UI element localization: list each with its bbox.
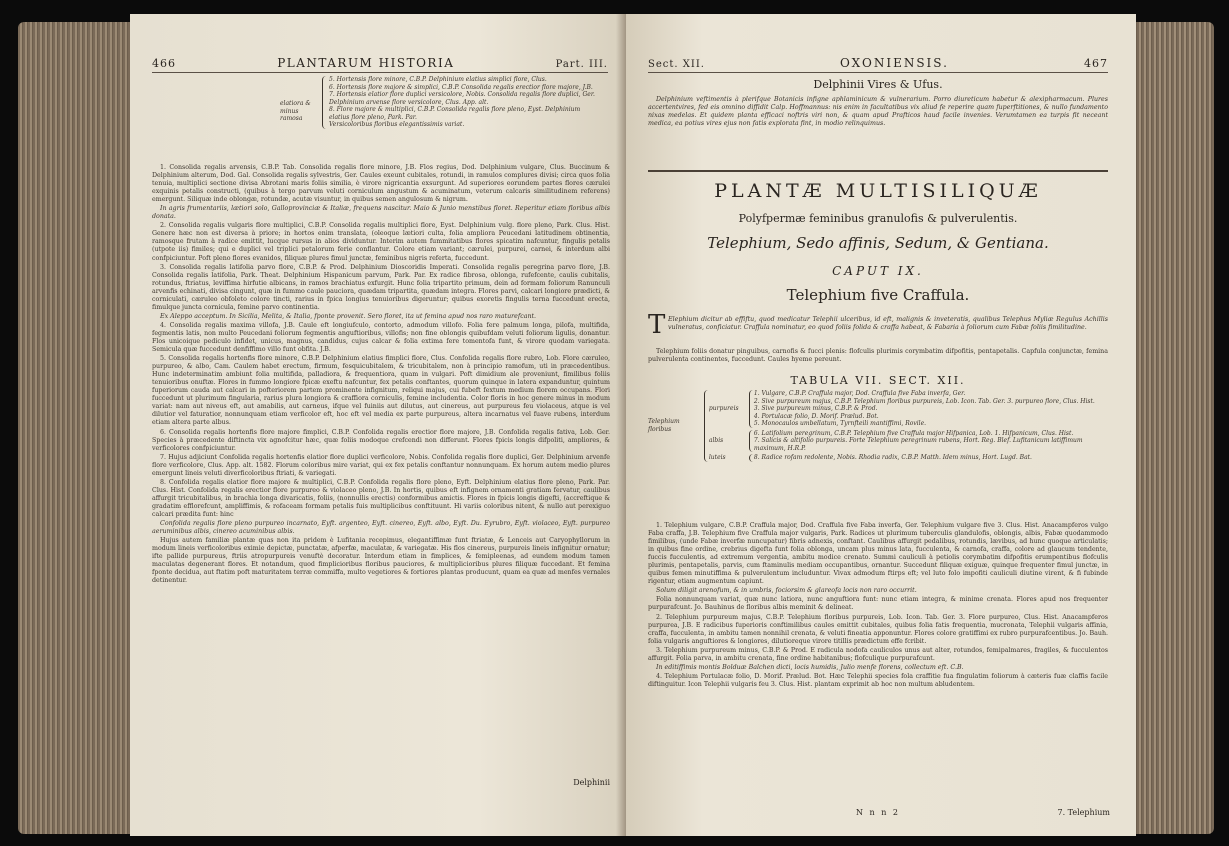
part-label: Part. III. <box>555 59 608 70</box>
running-title: PLANTARUM HISTORIA <box>277 56 455 70</box>
left-body-text <box>152 164 610 586</box>
open-book <box>18 14 1214 836</box>
tabula-group-label: luteis <box>708 454 726 461</box>
paragraph: 1. Telephium vulgare, C.B.P. Craffula major, Dod. Craffula five Faba inverfa, Ger. Telephium vulgare five 3. Clus. Hist. Anacampferos vulgo Faba craffa, J.B. Telephium five Craffula major vulgaris, Park. Radices ut plurimum tuberculis glandulofis, oblongis, albis, Fabæ quodammodo fimilibus, (unde Fabæ inverfæ nuncupatur) fibris adnexis, conftant. Caulibus affurgit pedalibus, rotundis, lævibus, ad hunc quoque articulatis; in quibus fine ordine, crebrius digefta funt folia oblonga, uncam plus minus lata, fucculenta, & carnofa, craffa, colore ad glaucum tendente, fuccis fucculentis, ad extremum vergentia, ambitu modice crenato. Summi cauliculi à petiolis corymbatim difpofitis erumpentibus flofculis plurimis, pentapetalis, parvis, cum ftaminulis mediam occupantibus, ornantur. Succedunt filiquæ exiguæ, quinque frequenter fimul junctæ, in quibus femen minutiffima & pulverulentum includuntur. Vivax admodum ftirps eft; vel luto folo impofiti cauliculi diutine virent, & fi fubinde rigentur, etiam augmentum capiunt. <box>648 522 1108 586</box>
paragraph: Hujus autem familiæ plantæ quas non ita pridem è Lufitania recepimus, elegantiffimæ funt ftriatæ, & Lenceis aut Caryophyllorum in modum lineis verficoloribus eximie depictæ, punctatæ, afperfæ, maculatæ, & variegatæ. His flos cinereus, purpureis lineis infignitur ornatur; ifte pallide purpureus, ftriis atropurpureis venuftè decoratur. Interdum etiam in fimplices, & femipleenas, ad eundem modum tamen maculatas degenerant flores. Et notandum, quod fimplicioribus floribus pauciores, & multiplicioribus plures filiquæ fuccedant. Et femina fponte decidua, aut ftatim poft maturitatem terræ commiffa, multo vegetiores & fortiores plantas producunt, quam ea quæ ad menfes vernales detinentur. <box>152 537 610 585</box>
class-subtitle: Polyfpermæ feminibus granulofis & pulverulentis. <box>738 212 1018 225</box>
tabula-group-label: purpureis <box>708 405 739 412</box>
synopsis-label: elatiora & minus ramosa <box>280 100 311 122</box>
paragraph: 5. Consolida regalis hortenfis flore minore, C.B.P. Delphinium elatius fimplici flore, Clus. Confolida regalis flore rubro, Lob. Flore cæruleo, purpureo, & albo, Cam. Caulem habet erectum, firmum, fesquicubitalem, & tricubitalem, non à principio ramofum, uti in præcedentibus. Hunc indeterminatim ambiunt folia multifida, palladiora, & frequentiora, quam in vulgari. Poft dimidium ale proveniunt, fimilibus foliis tenuioribus onuftæ. Flores in fummo longiore fpicæ exeftu nafcuntur, fex petalis conftantes, quorum quinque in latera expanduntur, quintum fuperiorum cauda aut calcari in pofteriorem partem prominente infignitum, reliqui majus, cui fubeft fextum medium florem occupans. Flori fuccedunt ut plurimum fingularia, rarius plura longiora & craffiora corniculis, femine includentia. Color floris in hoc genere minus in modum variat: nam aut niveus eft, aut amabilis, aut carneus, ifque vel fuiniis aut dilutus, aut cinereus, aut purpureus feu violaceus, atque is vel dilutior vel faturatior, nonnunquam etiam verficolor eft, hoc eft vel media ex parte purpureus, altera incarnatus vel fuave rubens, interdum etiam altera parte albus. <box>152 355 610 427</box>
left-fore-edge <box>18 22 136 834</box>
paragraph: 2. Consolida regalis vulgaris flore multiplici, C.B.P. Consolida regalis multiplici flore, Eyst. Delphinium vulg. flore pleno, Park. Clus. Hist. Genere hæc non est diversa à priore; in hortos enim translata, (oleoque lætiori culta, folia ampliora Peucedani latitudinem obtinentia, ramosque frutam à radice emittit, lucque rursus in alios dividuntur. Interim autem fummitatibus flores spicatim nafcuntur, fingulis petalis (utpote iis) fimiles; qui e duplici vel triplici petalorum ferie conflantur. Colore etiam variant; cærulei, purpurei, carnei, & interdum albi confpiciuntur. Poft pleno flores evanidos, filiquæ plures fimul junctæ, feminibus nigris referta, fuccedunt. <box>152 222 610 262</box>
paragraph: 4. Telephium Portulacæ folio, D. Morif. Prælud. Bot. Hæc Telephii species fola craffitie fua fingulatim foliorum à cæteris fuæ claffis facile diftinguitur. Icon Telephii vulgaris feu 3. Clus. Hist. plantam exprimit ab hoc non multum abludentem. <box>648 672 1108 688</box>
paragraph: 8. Confolida regalis elatior flore majore & multiplici, C.B.P. Confolida regalis flore pleno, Eyft. Delphinium elatius flore pleno, Park. Par. Clus. Hist. Confolida regalis erectior flore purpureo & violaceo pleno, J.B. In hortis, quibus eft infignem ornamenti gratiam fervatur, caulibus affurgit tricubitalibus, in brachia longa divaricatis, foliis, (nonnullis erectis) conformibus amictis. Flores in fpicis longis digefti, (accreftique & gradatim efflorefcunt, ampliffimis, & rofaceam formam petalis fuis multiplicibus conftituunt. Hi variis coloribus nitent, & nullo aut perexiguo calcari prædita funt: hinc <box>152 478 610 518</box>
synopsis-line: 6. Hortensis flore majore & simplici, C.B.P. Consolida regalis erectior flore majore, J.B. <box>329 83 593 91</box>
tabula-item: 7. Salicis & altifolio purpureis. Forte Telephium peregrinum rubens, Hort. Reg. Blef. Lufitanicum latiffimum maximum, H.R.P. <box>753 437 1083 452</box>
right-body-text <box>648 522 1108 690</box>
synopsis-line: 7. Hortensis elatior flore duplici versicolore, Nobis. Consolida regalis flore duplici, Ger. Delphinium arvense flore versicolore, Clus. App. alt. <box>329 91 595 106</box>
synopsis-table <box>280 76 600 129</box>
catchword: Delphinii <box>573 778 610 787</box>
tabula-table <box>648 390 1108 462</box>
paragraph: Solum diligit arenofum, & in umbris, fociorsim & glareofa locis non raro occurrit. <box>656 587 917 595</box>
chapter-intro-2 <box>648 348 1108 365</box>
drop-cap: T <box>648 310 666 340</box>
caput-heading: CAPUT IX. <box>832 264 924 278</box>
genus-line: Telephium, Sedo affinis, Sedum, & Gentiana. <box>707 234 1049 252</box>
class-title: PLANTÆ MULTISILIQUÆ <box>714 180 1042 202</box>
page-number: 466 <box>152 57 176 70</box>
paragraph: 4. Consolida regalis maxima villofa, J.B. Caule eft longiufculo, contorto, admodum villofo. Folia fere palmum longa, pilofa, multifida, fegmentis latis, non multo Peucedani foliorum fegmentis anguftioribus, villofis; non fine oblongis quibufdam veluti foliorum ligulis, donantur. Flos unicoique pediculo infidet, unicus, magnus, candidus, cujus calcar & folia extima fere tomentofa funt, & virore quodam variegata. Semicula quæ fuccedunt denfiffimo villo funt obfita. J.B. <box>152 321 610 354</box>
synopsis-line: 5. Hortensis flore minore, C.B.P. Delphinium elatius simplici flore, Clus. <box>329 76 547 83</box>
paragraph: Delphinium veftimentis à plerifque Botanicis infigne aphlaminicum & vulnerarium. Porro diureticum habetur & alexipharmacum. Plures accertentvires, fed eis omnino diffidit Calp. Hoffmannus: nis enim in facultatibus vix aliud fe reperire quam fuperftitiones, & nullo fundamento nixas medelas. Et quidem planta efficaci noftris viri non, & quam apud Prafticos haud facile invenies. Verumtamen ea turpis fit neceant medica, ea potius vires ejus non fatis explorata fint, in modio relinquimus. <box>648 96 1108 128</box>
paragraph: Telephium foliis donatur pinguibus, carnofis & fucci plenis: flofculis plurimis corymbatim difpofitis, pentapetalis. Capfula conjunctæ, femina pulverulenta continentes, fuccedunt. Caules hyeme pereunt. <box>648 348 1108 364</box>
tabula-item: 8. Radice rofam redolente, Nobis. Rhodia radix, C.B.P. Matth. Idem minus, Hort. Lugd. Bat. <box>753 454 1032 461</box>
paragraph: 2. Telephium purpureum majus, C.B.P. Telephium floribus purpureis, Lob. Icon. Tab. Ger. 3. Flore purpureo, Clus. Hist. Anacampferos purpurea, J.B. E radicibus fuperioris conftimilibus caules emittit cubitales, quibus folia fatis frequentia, mucronata, Telephii vulgaris affinia, craffa, fucculenta, in ambitu tamen nonnihil crenata, & veluti fineatia apponuntur. Flores colore gratiffimi ex rubro purpurafcentibus. Jo. Bauh. folia vulgaris anguftiores & longiores, dilutioreque virore titillis prædictum effe fcribit. <box>648 613 1108 645</box>
tabula-root: Telephium floribus <box>648 418 680 433</box>
paragraph: Ex Aleppo acceptum. In Sicilia, Melita, & Italia, fponte provenit. Sero floret, ita ut femina apud nos raro maturefcant. <box>160 312 537 320</box>
paragraph: 1. Consolida regalis arvensis, C.B.P. Tab. Consolida regalis flore minore, J.B. Flos regius, Dod. Delphinium vulgare, Clus. Buccinum & Delphinium alterum, Dod. Gal. Consolida regalis sylvestris, Ger. Caules exeunt cubitales, rotundi, in ramulos complures divisi; circa quos folia tenuia, multiplici sectione divisa Abrotani maris foliis similia, è virore nigricantia exsurgunt. Ad superiores eorundem partes flores cærulei exquinis petalis constructi, (quibus à tergo parvum veluti corniculum angustum & acuminatum, veterum calcaris similitudinem referens) emergunt. Siliquæ inde oblongæ, rotundæ, acutæ visuntur, in quibus semen angulosum & nigrum. <box>152 164 610 204</box>
tabula-item: 4. Portulacæ folio, D. Morif. Prælud. Bot. <box>753 412 879 420</box>
right-page <box>626 14 1136 836</box>
tabula-item: 2. Sive purpureum majus, C.B.P. Telephium floribus purpureis, Lob. Icon. Tab. Ger. 3. purpureo flore, Clus. Hist. <box>753 397 1095 405</box>
paragraph: 3. Consolida regalis latifolia parvo flore, C.B.P. & Prod. Delphinium Dioscoridis Imperati. Consolida regalis peregrina parvo flore, J.B. Consolida regalis latifolia, Park. Theat. Delphinium Hispanicum parvum, Park. Par. Ex radice fibrosa, oblonga, rufefcente, caulis cubitalis, rotundus, ftriatus, leviffima hirfutie albicans, in ramos brachiatus exfurgit. Hunc folia tripartito primum, dein ad formam foliorum Ranunculi arvenfis echinati, divisa cingunt, quæ in fummo caule pauciora, quædam tripartita, quædam integra. Flores parvi, calcari longiore prædicti, & corniculati, cæruleo obfoleto colore tincti, rarius in fpica longius tenuioribus digeruntur; quibus exoretis fingulis terna fuccedunt erecta, fimulque juncta cornicula, femine parvo continentia. <box>152 263 610 311</box>
paragraph: Confolida regalis flore pleno purpureo incarnato, Eyft. argenteo, Eyft. cinereo, Eyft. albo, Eyft. Du. Eyrubro, Eyft. violaceo, Eyft. purpureo aeruminibus albis, cinereo acuminibus albis. <box>152 520 610 536</box>
right-fore-edge <box>1132 22 1214 834</box>
vires-text <box>648 96 1108 129</box>
left-page <box>130 14 626 836</box>
synopsis-line: Versicoloribus floribus elegantissimis variat. <box>329 121 465 128</box>
subheading: Delphinii Vires & Ufus. <box>813 78 943 91</box>
paragraph: In agris frumentariis, lætiori solo, Galloprovinciæ & Italiæ, frequens nascitur. Maio & Junio menstibus floret. Reperitur etiam floribus albis donata. <box>152 205 610 221</box>
catchword: 7. Telephium <box>1057 808 1110 817</box>
synopsis-line: 8. Flore majore & multiplici, C.B.P. Consolida regalis flore pleno, Eyst. Delphinium elatius flore pleno, Park. Par. <box>329 106 581 121</box>
chapter-intro <box>668 316 1108 333</box>
section-label: Sect. XII. <box>648 59 705 70</box>
tabula-group-label: albis <box>708 437 724 444</box>
tabula-item: 6. Latifolium peregrinum, C.B.P. Telephium five Craffula major Hifpanica, Lob. 1. Hifpanicum, Clus. Hist. <box>753 429 1074 437</box>
chapter-title: Telephium five Craffula. <box>786 286 970 304</box>
tabula-item: 5. Monocaulos umbellatum, Tyrnfteili mantiffimi, Rovile. <box>753 420 927 427</box>
tabula-title: TABULA VII. SECT. XII. <box>790 374 966 387</box>
paragraph: 6. Consolida regalis hortenfis flore majore fimplici, C.B.P. Confolida regalis erectior flore majore, J.B. Confolida regalis fativa, Lob. Ger. Species à præcedente diftincta vix agnofcitur hæc, quæ foliis modoque crefcendi non differunt. Flores fpicis longis difpoliti, ampliores, & verficolores confpiciuntur. <box>152 428 610 452</box>
tabula-item: 1. Vulgare, C.B.P. Craffula major, Dod. Craffula five Faba inverfa, Ger. <box>753 390 966 397</box>
paragraph: Elephium dicitur ab effiftu, quod medicatur Telephii ulceribus, id eft, malignis & inveteratis, qualibus Telephus Myliæ Regulus Achillis vulneratus, conficiatur. Craffula nominatur, eo quod foliis folida & craffa habeat, & Fabaria à foliorum cum Fabæ foliis fimilitudine. <box>668 316 1108 332</box>
rule <box>648 170 1108 172</box>
signature-mark: N n n 2 <box>856 808 901 817</box>
left-running-header <box>152 56 608 73</box>
running-title: OXONIENSIS. <box>840 56 949 70</box>
tabula-item: 3. Sive purpureum minus, C.B.P. & Prod. <box>753 405 878 412</box>
paragraph: 3. Telephium purpureum minus, C.B.P. & Prod. E radicula nodofa cauliculos unus aut alter, rotundos, femipalmares, fragiles, & fucculentos affurgit. Folia parva, in ambitu crenata, fine ordine habitanibus; flofculique purpurafcunt. <box>648 646 1108 662</box>
right-running-header <box>648 56 1108 73</box>
paragraph: 7. Hujus adjiciunt Confolida regalis hortenfis elatior flore duplici verficolore, Nobis. Confolida regalis flore duplici, Ger. Delphinium arvenfe flore verficolore, Clus. App. alt. 1582. Florum coloribus mire variat, qui ex fex petalis conftantur nonnunquam. Ex horum autem medio plures emergunt lineis veluti diverficoloribus ftriati, & variegati. <box>152 453 610 477</box>
page-number: 467 <box>1083 57 1108 70</box>
paragraph: In editiffimis montis Bolduæ Balchen dicti, locis humidis, Julio menfe florens, collectum eft. C.B. <box>656 663 964 671</box>
paragraph: Folia nonnunquam variat, quæ nunc latiora, nunc anguftiora funt: nunc etiam integra, & minime crenata. Flores apud nos frequenter purpurafcunt. Jo. Bauhinus de floribus albis meminit & delineat. <box>648 596 1108 612</box>
